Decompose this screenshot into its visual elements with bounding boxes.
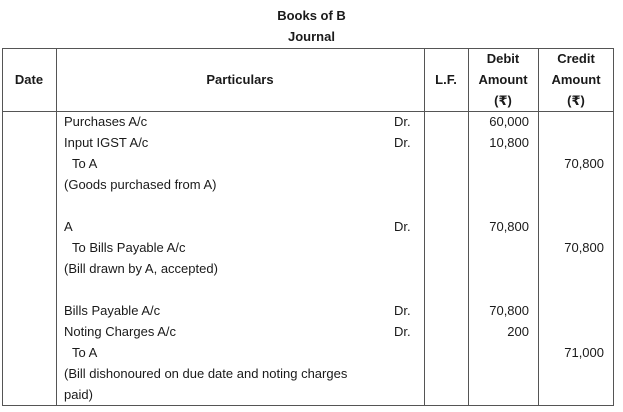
entry-1-narration: (Goods purchased from A): [64, 177, 217, 192]
header-credit-line3: (₹): [567, 93, 585, 108]
entry-3-line-1-account: Bills Payable A/c: [64, 303, 161, 318]
header-debit-line2: Amount: [478, 72, 528, 87]
entry-1-line-1-dr: Dr.: [394, 114, 411, 129]
entry-3-line-2-debit: 200: [507, 324, 529, 339]
header-credit-line2: Amount: [551, 72, 601, 87]
entry-1-line-1-account: Purchases A/c: [64, 114, 148, 129]
entry-1-line-2-account: Input IGST A/c: [64, 135, 149, 150]
entry-3-line-1-dr: Dr.: [394, 303, 411, 318]
header-divider: [2, 111, 614, 112]
entry-2-line-1-dr: Dr.: [394, 219, 411, 234]
book-title: Books of B: [277, 8, 346, 23]
entry-3-line-1-debit: 70,800: [489, 303, 529, 318]
header-date: Date: [14, 72, 44, 87]
header-credit-line1: Credit: [557, 51, 595, 66]
entry-2-line-2-account: To Bills Payable A/c: [72, 240, 186, 255]
entry-3-line-2-account: Noting Charges A/c: [64, 324, 177, 339]
entry-2-line-1-account: A: [64, 219, 73, 234]
header-lf: L.F.: [435, 72, 457, 87]
entry-3-narration-line-1: (Bill dishonoured on due date and noting charges: [64, 366, 348, 381]
entry-2-line-1-debit: 70,800: [489, 219, 529, 234]
header-particulars: Particulars: [206, 72, 274, 87]
column-divider: [56, 48, 57, 406]
entry-3-line-2-dr: Dr.: [394, 324, 411, 339]
entry-1-line-2-dr: Dr.: [394, 135, 411, 150]
header-debit-line3: (₹): [494, 93, 512, 108]
entry-1-line-2-debit: 10,800: [489, 135, 529, 150]
entry-2-line-2-credit: 70,800: [564, 240, 604, 255]
entry-2-narration: (Bill drawn by A, accepted): [64, 261, 218, 276]
entry-1-line-3-account: To A: [72, 156, 98, 171]
entry-3-line-3-account: To A: [72, 345, 98, 360]
entry-3-narration-line-2: paid): [64, 387, 93, 402]
entry-1-line-1-debit: 60,000: [489, 114, 529, 129]
entry-1-line-3-credit: 70,800: [564, 156, 604, 171]
entry-3-line-3-credit: 71,000: [564, 345, 604, 360]
journal-title: Journal: [288, 29, 335, 44]
header-debit-line1: Debit: [486, 51, 520, 66]
column-divider: [424, 48, 425, 406]
